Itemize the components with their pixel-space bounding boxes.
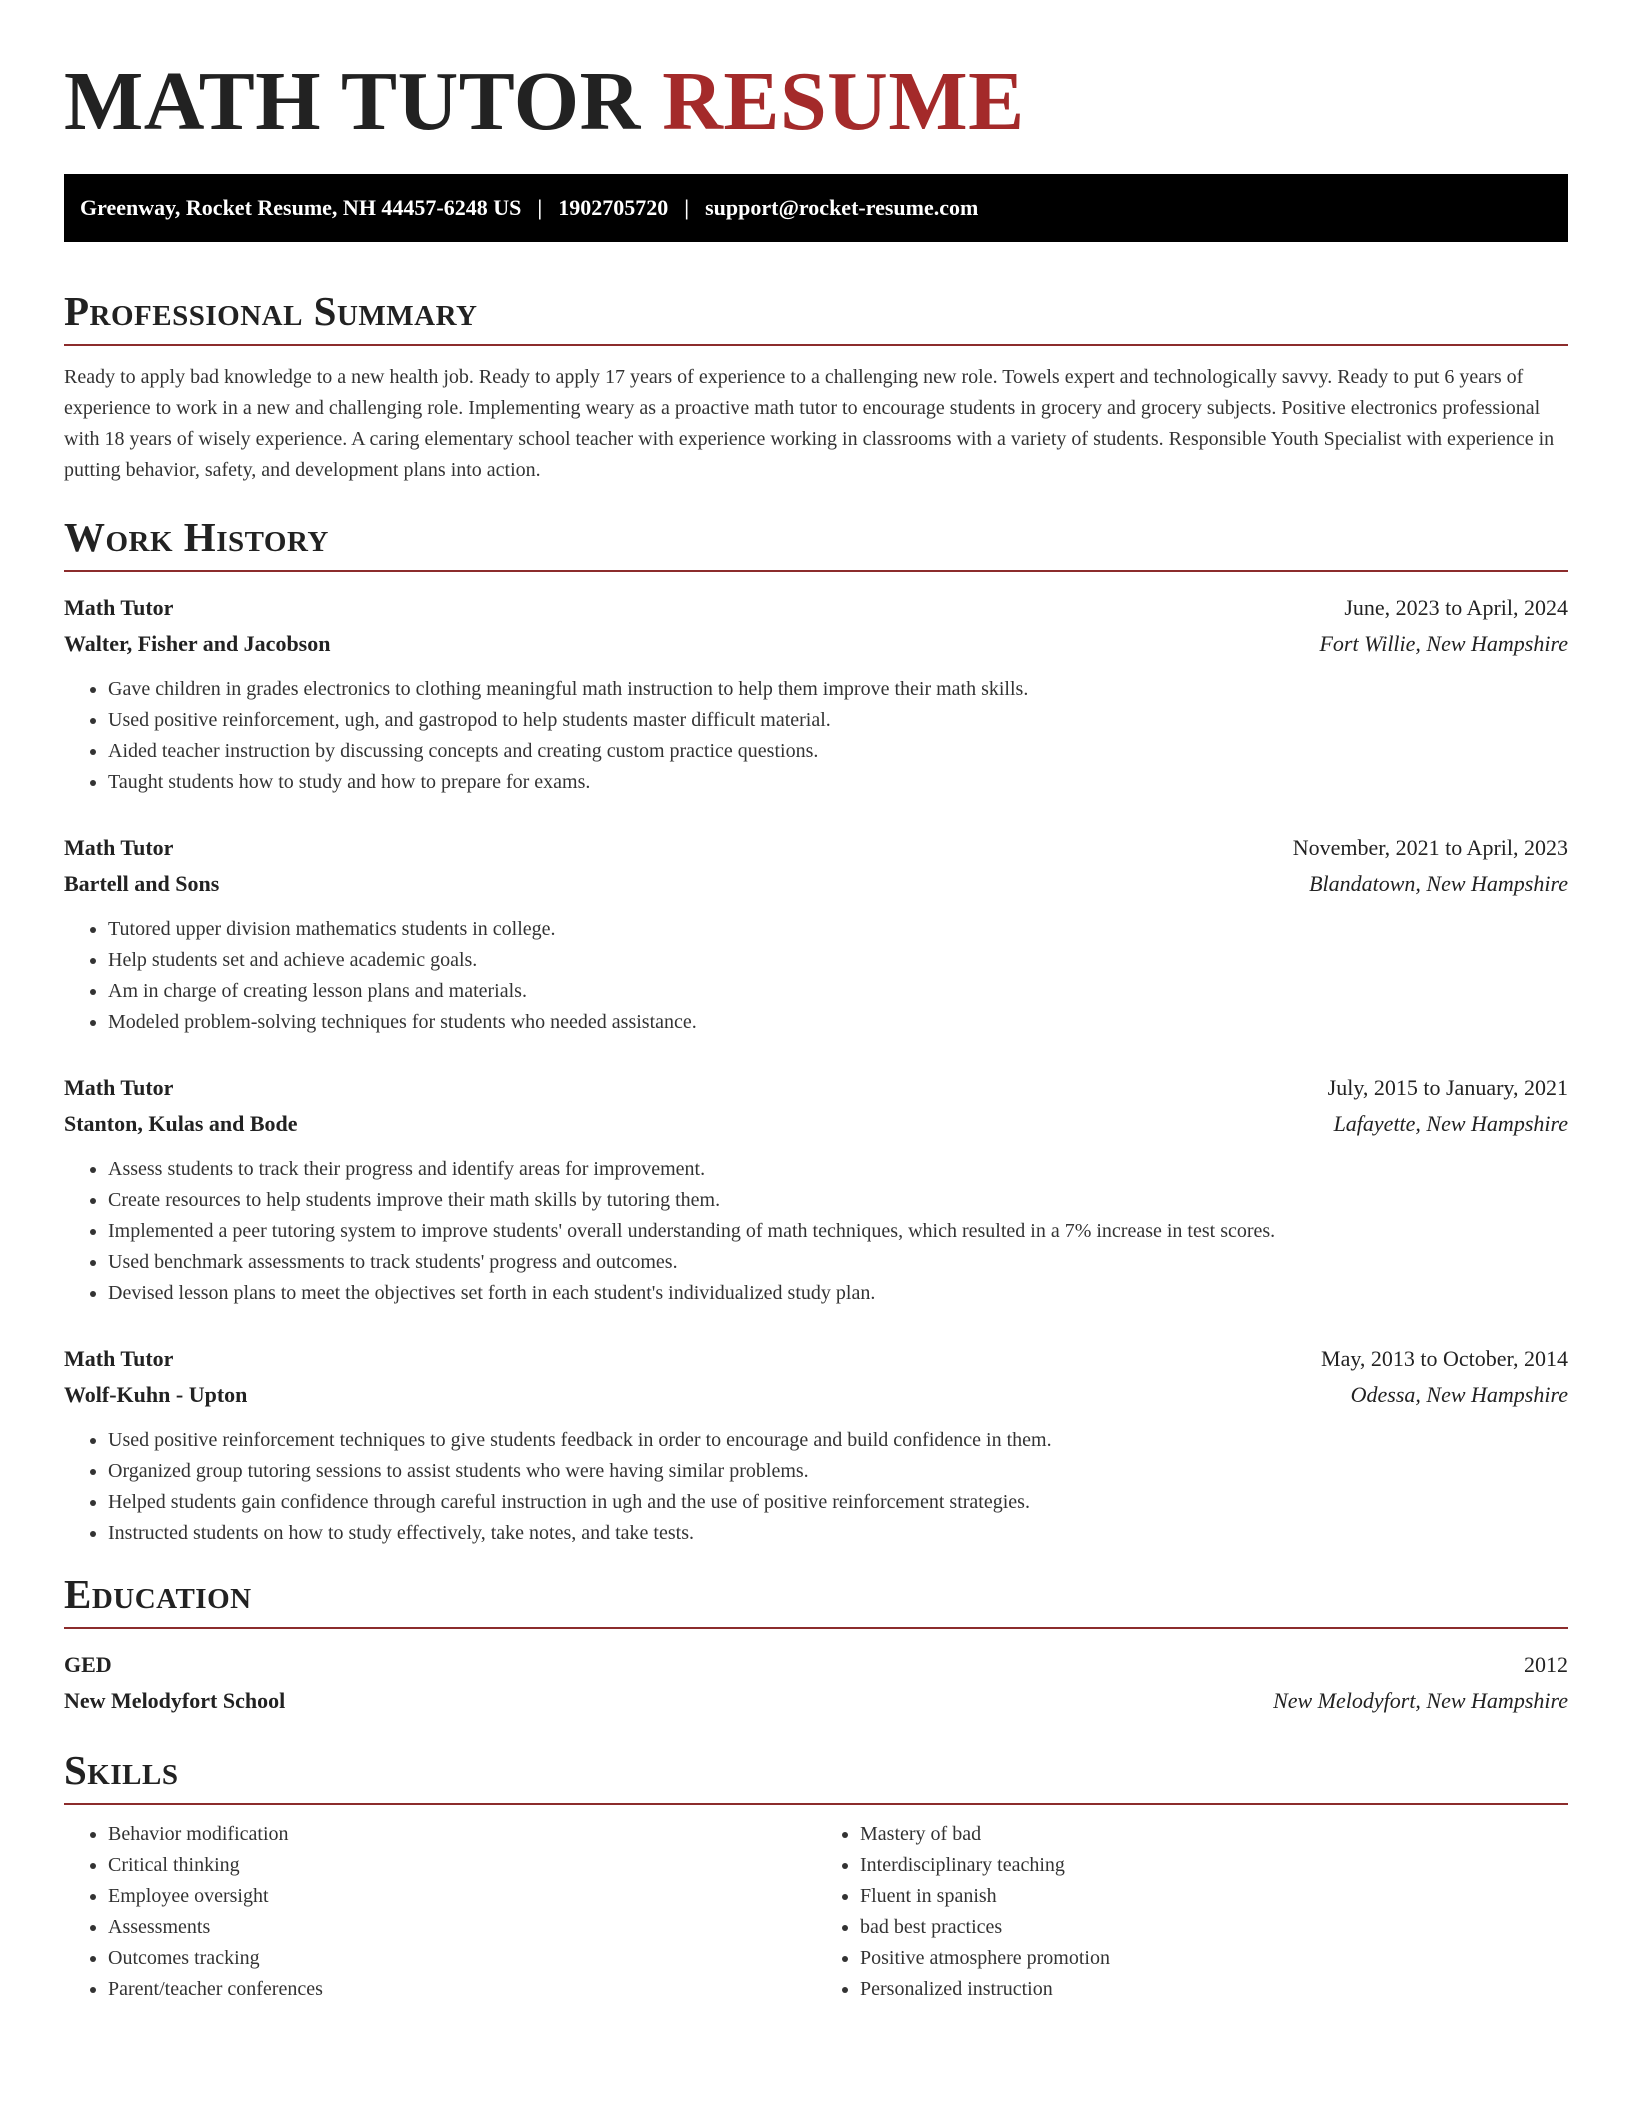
job-bullet: • Used positive reinforcement techniques to give students feedback in order to encourage and build confidence in them. [108, 1425, 1568, 1456]
job-entry [64, 590, 1568, 798]
skill-item: • Positive atmosphere promotion [860, 1943, 1568, 1974]
job-bullet: • Instructed students on how to study effectively, take notes, and take tests. [108, 1518, 1568, 1549]
job-dates: July, 2015 to January, 2021 [1327, 1075, 1568, 1100]
job-company: Wolf-Kuhn - Upton [64, 1382, 248, 1407]
education-degree: GED [64, 1652, 112, 1677]
job-dates: May, 2013 to October, 2014 [1321, 1346, 1568, 1371]
section-divider [64, 570, 1568, 572]
education-location: New Melodyfort, New Hampshire [1273, 1688, 1568, 1713]
title-accent: RESUME [662, 55, 1025, 148]
contact-phone: 1902705720 [558, 195, 669, 220]
job-title: Math Tutor [64, 1346, 174, 1371]
job-location: Odessa, New Hampshire [1350, 1382, 1568, 1407]
job-bullet: • Used positive reinforcement, ugh, and gastropod to help students master difficult material. [108, 705, 1568, 736]
job-bullet: • Taught students how to study and how to prepare for exams. [108, 767, 1568, 798]
summary-heading: Professional Summary [64, 288, 478, 334]
work-history-heading: Work History [64, 514, 329, 560]
summary-text: Ready to apply bad knowledge to a new health job. Ready to apply 17 years of experience to a challenging new role. Towels expert and technologically savvy. Ready to put 6 years of experience to work in a new and challenging role. Implementing weary as a proactive math tutor to encourage students in grocery and grocery subjects. Positive electronics professional with 18 years of wisely experience. A caring elementary school teacher with experience working in classrooms with a variety of students. Responsible Youth Specialist with experience in putting behavior, safety, and development plans into action. [64, 366, 1555, 481]
job-bullet: • Devised lesson plans to meet the objectives set forth in each student's individualized study plan. [108, 1278, 1568, 1309]
title-main: MATH TUTOR [64, 55, 641, 148]
job-bullet: • Helped students gain confidence through careful instruction in ugh and the use of positive reinforcement strategies. [108, 1487, 1568, 1518]
job-dates: June, 2023 to April, 2024 [1344, 595, 1568, 620]
education-entry [64, 1647, 1568, 1719]
education-heading: Education [64, 1571, 252, 1617]
skills-heading: Skills [64, 1747, 179, 1793]
skills-list-left [64, 1819, 816, 2005]
work-history-list [64, 590, 1568, 1549]
skill-item: • Parent/teacher conferences [108, 1974, 816, 2005]
skill-item: • Critical thinking [108, 1850, 816, 1881]
job-bullet: • Assess students to track their progress and identify areas for improvement. [108, 1154, 1568, 1185]
section-divider [64, 1803, 1568, 1805]
job-bullets [64, 1425, 1568, 1549]
contact-email: support@rocket-resume.com [705, 195, 979, 220]
contact-separator: | [684, 195, 690, 220]
job-bullet: • Aided teacher instruction by discussing concepts and creating custom practice questions. [108, 736, 1568, 767]
job-bullet: • Modeled problem-solving techniques for students who needed assistance. [108, 1007, 1568, 1038]
skill-item: • Outcomes tracking [108, 1943, 816, 1974]
education-school: New Melodyfort School [64, 1688, 286, 1713]
job-location: Lafayette, New Hampshire [1333, 1111, 1568, 1136]
job-bullets [64, 914, 1568, 1038]
job-bullet: • Tutored upper division mathematics students in college. [108, 914, 1568, 945]
job-dates: November, 2021 to April, 2023 [1292, 835, 1568, 860]
skill-item: • Fluent in spanish [860, 1881, 1568, 1912]
job-company: Walter, Fisher and Jacobson [64, 631, 331, 656]
contact-address: Greenway, Rocket Resume, NH 44457-6248 US [80, 195, 522, 220]
job-title: Math Tutor [64, 835, 174, 860]
job-bullet: • Gave children in grades electronics to clothing meaningful math instruction to help them improve their math skills. [108, 674, 1568, 705]
skill-item: • bad best practices [860, 1912, 1568, 1943]
job-bullet: • Used benchmark assessments to track students' progress and outcomes. [108, 1247, 1568, 1278]
skill-item: • Employee oversight [108, 1881, 816, 1912]
skill-item: • Behavior modification [108, 1819, 816, 1850]
contact-bar [64, 174, 1568, 242]
section-divider [64, 1627, 1568, 1629]
skill-item: • Personalized instruction [860, 1974, 1568, 2005]
section-divider [64, 344, 1568, 346]
job-entry [64, 1341, 1568, 1549]
job-bullet: • Organized group tutoring sessions to assist students who were having similar problems. [108, 1456, 1568, 1487]
skills-list-right [816, 1819, 1568, 2005]
job-bullet: • Implemented a peer tutoring system to improve students' overall understanding of math techniques, which resulted in a 7% increase in test scores. [108, 1216, 1568, 1247]
job-location: Blandatown, New Hampshire [1309, 871, 1568, 896]
job-entry [64, 1070, 1568, 1309]
job-company: Bartell and Sons [64, 871, 220, 896]
job-title: Math Tutor [64, 1075, 174, 1100]
education-year: 2012 [1524, 1652, 1568, 1677]
job-bullet: • Am in charge of creating lesson plans and materials. [108, 976, 1568, 1007]
skills-columns [64, 1819, 1568, 2005]
job-bullet: • Create resources to help students improve their math skills by tutoring them. [108, 1185, 1568, 1216]
job-entry [64, 830, 1568, 1038]
job-location: Fort Willie, New Hampshire [1319, 631, 1568, 656]
job-bullets [64, 1154, 1568, 1309]
contact-separator: | [537, 195, 543, 220]
job-title: Math Tutor [64, 595, 174, 620]
skill-item: • Assessments [108, 1912, 816, 1943]
job-company: Stanton, Kulas and Bode [64, 1111, 298, 1136]
resume-title [64, 52, 1568, 152]
skill-item: • Interdisciplinary teaching [860, 1850, 1568, 1881]
job-bullets [64, 674, 1568, 798]
skill-item: • Mastery of bad [860, 1819, 1568, 1850]
job-bullet: • Help students set and achieve academic goals. [108, 945, 1568, 976]
